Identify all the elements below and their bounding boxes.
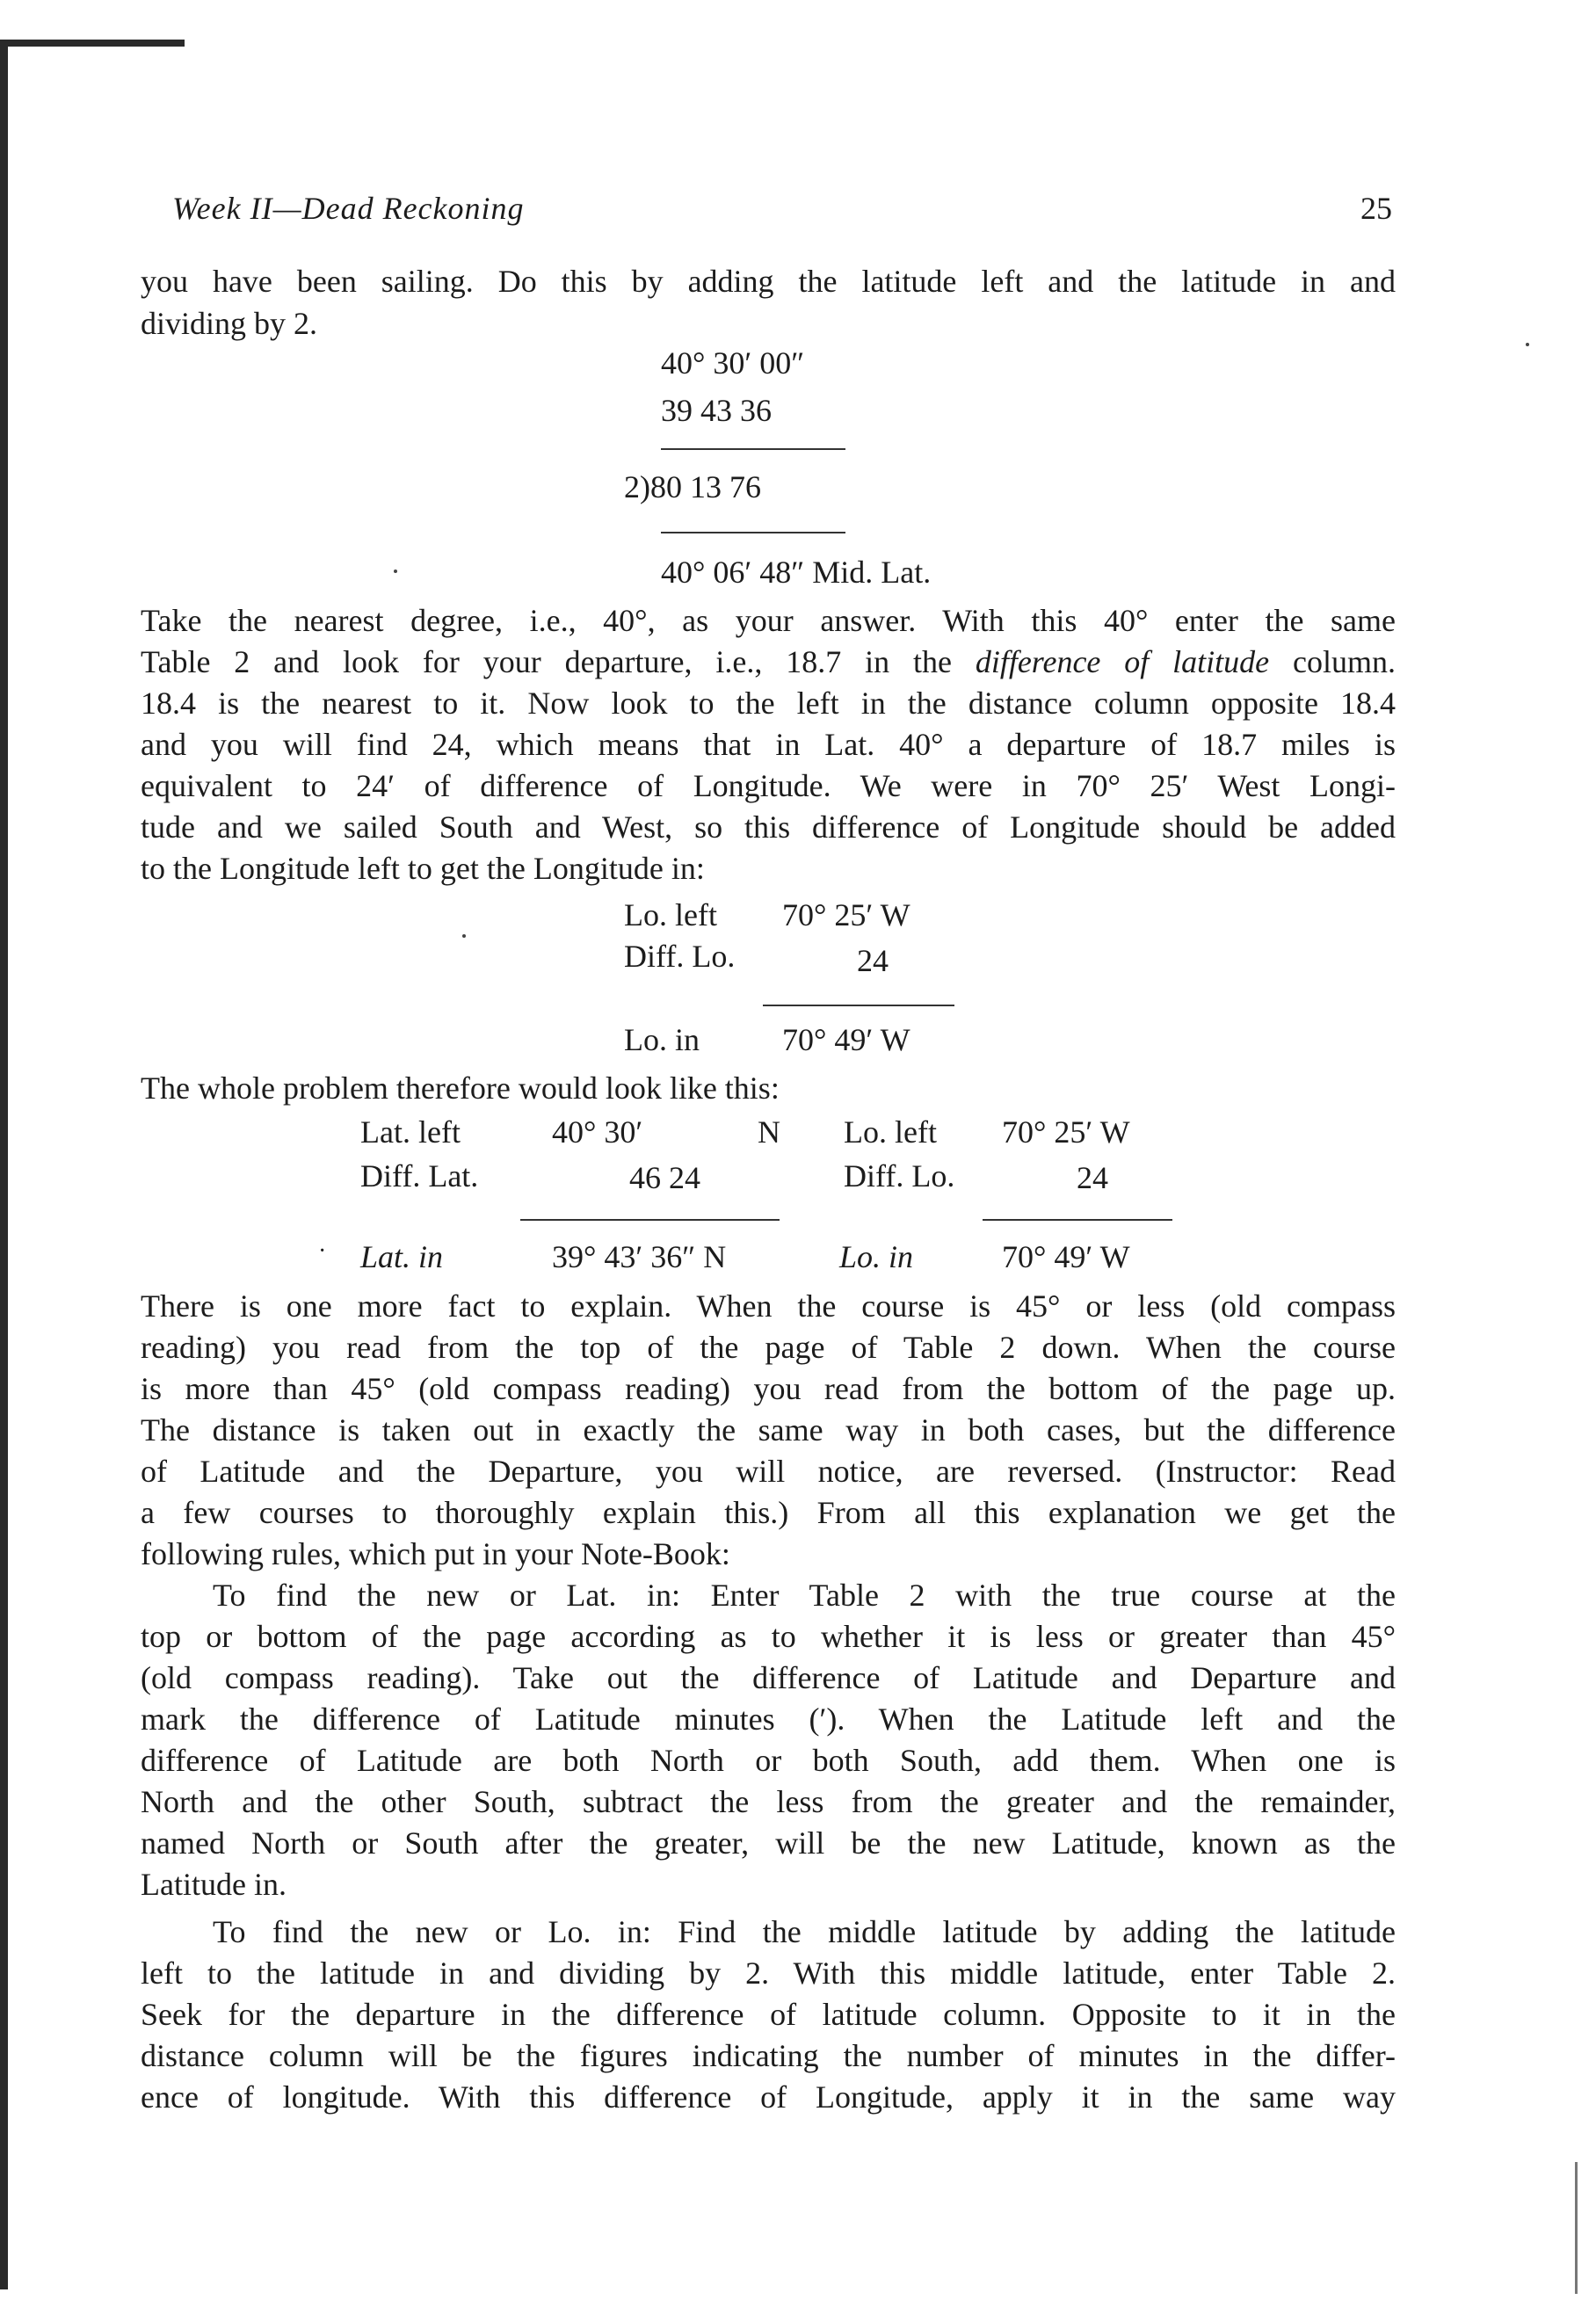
- calc-label: Lo. left: [844, 1114, 937, 1150]
- calc-value: 70° 49′ W: [1002, 1239, 1130, 1274]
- text-line: 18.4 is the nearest to it. Now look to the left in the distance column opposite 18.4: [141, 686, 1396, 721]
- calc-row: 39 43 36: [661, 393, 772, 428]
- text-line: The distance is taken out in exactly the same way in both cases, but the difference: [141, 1412, 1396, 1447]
- calc-value: 39° 43′ 36″ N: [552, 1239, 727, 1274]
- calc-label: Lat. in: [360, 1239, 444, 1274]
- mid-lat-value: 40° 06′ 48″: [661, 555, 805, 590]
- text-line: There is one more fact to explain. When the course is 45° or less (old compass: [141, 1288, 1396, 1324]
- scan-edge: [0, 40, 8, 2289]
- text-line: mark the difference of Latitude minutes (′). When the Latitude left and the: [141, 1701, 1396, 1737]
- text-line: (old compass reading). Take out the difference of Latitude and Departure and: [141, 1660, 1396, 1695]
- sum-rule: [661, 448, 845, 450]
- sum-rule: [661, 532, 845, 533]
- text-line: Take the nearest degree, i.e., 40°, as your answer. With this 40° enter the same: [141, 603, 1396, 638]
- text-line: equivalent to 24′ of difference of Longitude. We were in 70° 25′ West Longi-: [141, 768, 1396, 803]
- text-line: named North or South after the greater, will be the new Latitude, known as the: [141, 1825, 1396, 1861]
- text-line: top or bottom of the page according as to whether it is less or greater than 45°: [141, 1619, 1396, 1654]
- text-line: to the Longitude left to get the Longitude in:: [141, 851, 705, 886]
- calc-row: 40° 30′ 00″: [661, 345, 805, 381]
- ink-speck: [1526, 343, 1529, 346]
- text-line: and you will find 24, which means that in Lat. 40° a departure of 18.7 miles is: [141, 727, 1396, 762]
- calc-value: 70° 25′ W: [782, 897, 910, 932]
- calc-label: Lo. left: [624, 897, 717, 932]
- calc-value: N: [758, 1114, 780, 1150]
- text-line: tude and we sailed South and West, so this difference of Longitude should be added: [141, 809, 1396, 845]
- calc-label: Lat. left: [360, 1114, 461, 1150]
- text-line: [141, 646, 1396, 678]
- text-segment: column.: [1269, 644, 1396, 679]
- calc-label: Lo. in: [624, 1022, 700, 1057]
- text-line: of Latitude and the Departure, you will notice, are reversed. (Instructor: Read: [141, 1454, 1396, 1489]
- sum-rule: [520, 1219, 780, 1221]
- calc-label: Diff. Lo.: [844, 1158, 955, 1194]
- text-line: ence of longitude. With this difference of Longitude, apply it in the same way: [141, 2079, 1396, 2115]
- calc-value: 40° 30′: [552, 1114, 643, 1150]
- calc-value: 46 24: [629, 1160, 700, 1195]
- text-line: following rules, which put in your Note-Book:: [141, 1536, 730, 1571]
- text-line: Seek for the departure in the difference of latitude column. Opposite to it in the: [141, 1997, 1396, 2032]
- sum-rule: [763, 1005, 954, 1006]
- calc-label: Lo. in: [839, 1239, 914, 1274]
- running-header: Week II—Dead Reckoning: [172, 191, 525, 226]
- text-line: reading) you read from the top of the page of Table 2 down. When the course: [141, 1330, 1396, 1365]
- text-line: difference of Latitude are both North or both South, add them. When one is: [141, 1743, 1396, 1778]
- calc-label: Diff. Lo.: [624, 939, 736, 974]
- calc-result: [661, 556, 931, 588]
- text-line: dividing by 2.: [141, 306, 318, 341]
- text-line: left to the latitude in and dividing by 2. With this middle latitude, enter Table 2.: [141, 1955, 1396, 1991]
- text-line: distance column will be the figures indicating the number of minutes in the differ-: [141, 2038, 1396, 2073]
- text-line: a few courses to thoroughly explain this.) From all this explanation we get the: [141, 1495, 1396, 1530]
- mid-lat-label: Mid. Lat.: [812, 555, 932, 590]
- text-line: The whole problem therefore would look like this:: [141, 1070, 780, 1106]
- text-line: Latitude in.: [141, 1867, 287, 1902]
- sum-rule: [983, 1219, 1172, 1221]
- calc-value: 70° 25′ W: [1002, 1114, 1130, 1150]
- bullet-mark: ·: [318, 1237, 327, 1265]
- scan-edge: [0, 40, 185, 47]
- text-line: To find the new or Lo. in: Find the middle latitude by adding the latitude: [213, 1914, 1396, 1949]
- text-line: is more than 45° (old compass reading) you read from the bottom of the page up.: [141, 1371, 1396, 1406]
- ink-speck: [394, 570, 397, 573]
- text-line: To find the new or Lat. in: Enter Table 2 with the true course at the: [213, 1578, 1396, 1613]
- text-line: you have been sailing. Do this by adding the latitude left and the latitude in and: [141, 264, 1396, 299]
- text-line: North and the other South, subtract the less from the greater and the remainder,: [141, 1784, 1396, 1819]
- ink-speck: [462, 934, 466, 938]
- calc-value: 24: [857, 943, 889, 978]
- scan-edge: [1575, 2162, 1578, 2294]
- calc-label: Diff. Lat.: [360, 1158, 479, 1194]
- page-number: 25: [1360, 191, 1392, 226]
- text-segment: Table 2 and look for your departure, i.e., 18.7 in the: [141, 644, 976, 679]
- emphasis: difference of latitude: [975, 644, 1270, 679]
- calc-value: 24: [1077, 1160, 1108, 1195]
- calc-value: 70° 49′ W: [782, 1022, 910, 1057]
- calc-row: 2)80 13 76: [624, 469, 761, 504]
